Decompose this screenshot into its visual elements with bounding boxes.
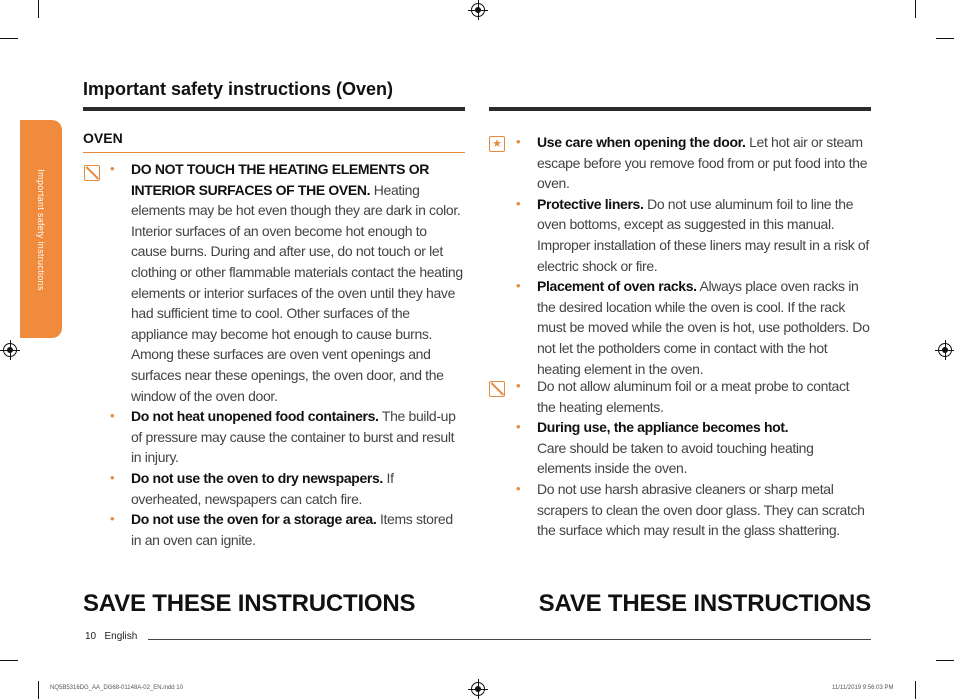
side-tab-label: Important safety instructions — [36, 169, 46, 291]
footer-page-label — [85, 631, 137, 642]
item-text-extra: Care should be taken to avoid touching heating elements inside the oven. — [537, 439, 814, 477]
item-text: Items stored in an oven can ignite. — [131, 511, 453, 548]
bullet-icon: • — [516, 134, 521, 149]
registration-mark-icon — [938, 343, 952, 357]
crop-mark — [936, 38, 954, 39]
item-heading: During use, the appliance becomes hot. — [537, 419, 789, 436]
item-heading: Do not heat unopened food containers. — [131, 408, 379, 425]
save-instructions-left: SAVE THESE INSTRUCTIONS — [83, 590, 416, 617]
list-item — [516, 479, 871, 541]
prohibited-icon — [84, 165, 100, 181]
bullet-icon: • — [516, 278, 521, 294]
item-heading: Do not use the oven for a storage area. — [131, 511, 377, 528]
item-text: Do not use harsh abrasive cleaners or sharp metal scrapers to clean the oven door glass. They can scratch the surface which may result in the glass shattering. — [537, 480, 865, 539]
bullet-icon: • — [110, 161, 115, 176]
crop-mark — [915, 0, 916, 18]
item-heading: Placement of oven racks. — [537, 278, 697, 295]
page-title: Important safety instructions (Oven) — [83, 79, 394, 99]
header-rule-left — [83, 107, 465, 111]
crop-mark — [0, 38, 18, 39]
slug-date: 11/11/2019 9:56:03 PM — [832, 685, 894, 691]
registration-mark-icon — [471, 682, 485, 696]
bullet-icon: • — [516, 419, 521, 435]
list-item — [516, 376, 871, 417]
page-language: English — [104, 631, 138, 642]
header-rule-right — [489, 107, 871, 111]
item-text: Do not use aluminum foil to line the oven bottoms, except as suggested in this manual. Improper installation of these liners may result in a risk of electric shock or fire. — [537, 195, 869, 274]
crop-mark — [936, 660, 954, 661]
list-item — [516, 132, 871, 194]
list-item — [110, 509, 465, 550]
crop-mark — [38, 0, 39, 18]
bullet-icon: • — [516, 480, 521, 496]
list-item — [516, 276, 871, 379]
bullet-icon: • — [110, 408, 115, 424]
item-text: Let hot air or steam escape before you remove food from or put food into the oven. — [537, 134, 868, 192]
item-text: Heating elements may be hot even though they are dark in color. Interior surfaces of an oven become hot enough to cause burns. During and after use, do not touch or let clothing or other flammable materials contact the heating elements or interior surfaces of the oven until they have had sufficient time to cool. Other surfaces of the appliance may become hot enough to cause burns. Among these surfaces are oven vent openings and surfaces near these openings, the oven door, and the window of the oven door. — [131, 181, 463, 404]
list-item — [110, 468, 465, 509]
left-warning-list — [110, 159, 465, 550]
item-heading: Protective liners. — [537, 195, 644, 212]
list-item — [110, 159, 465, 406]
section-rule — [83, 152, 465, 153]
bullet-icon: • — [110, 511, 115, 527]
bullet-icon: • — [516, 378, 521, 393]
right-caution-list — [516, 132, 871, 379]
item-text: If overheated, newspapers can catch fire. — [131, 469, 394, 507]
bullet-icon: • — [110, 469, 115, 485]
list-item — [516, 417, 871, 479]
right-warning-list — [516, 376, 871, 541]
caution-star-icon: ★ — [489, 136, 505, 152]
crop-mark — [915, 681, 916, 699]
registration-mark-icon — [3, 343, 17, 357]
item-text: Always place oven racks in the desired location while the oven is cool. If the rack must be moved while the oven is hot, use potholders. Do not let the potholders come in contact with the hot heating element in the oven. — [537, 278, 870, 377]
bullet-icon: • — [516, 195, 521, 211]
prohibited-icon — [489, 381, 505, 397]
list-item — [110, 406, 465, 468]
crop-mark — [0, 660, 18, 661]
footer-rule — [148, 639, 871, 640]
registration-mark-icon — [471, 3, 485, 17]
slug-filename: NQ5B5316DG_AA_DG68-01148A-02_EN.indd 10 — [50, 685, 183, 691]
item-heading: DO NOT TOUCH THE HEATING ELEMENTS OR INTERIOR SURFACES OF THE OVEN. — [131, 161, 429, 198]
list-item — [516, 194, 871, 276]
item-heading: Use care when opening the door. — [537, 134, 746, 150]
item-text: The build-up of pressure may cause the container to burst and result in injury. — [131, 408, 456, 466]
page-number: 10 — [85, 631, 97, 642]
crop-mark — [38, 681, 39, 699]
item-heading: Do not use the oven to dry newspapers. — [131, 469, 383, 486]
item-text: Do not allow aluminum foil or a meat probe to contact the heating elements. — [537, 378, 850, 415]
section-title: OVEN — [83, 130, 123, 146]
save-instructions-right: SAVE THESE INSTRUCTIONS — [538, 590, 871, 617]
